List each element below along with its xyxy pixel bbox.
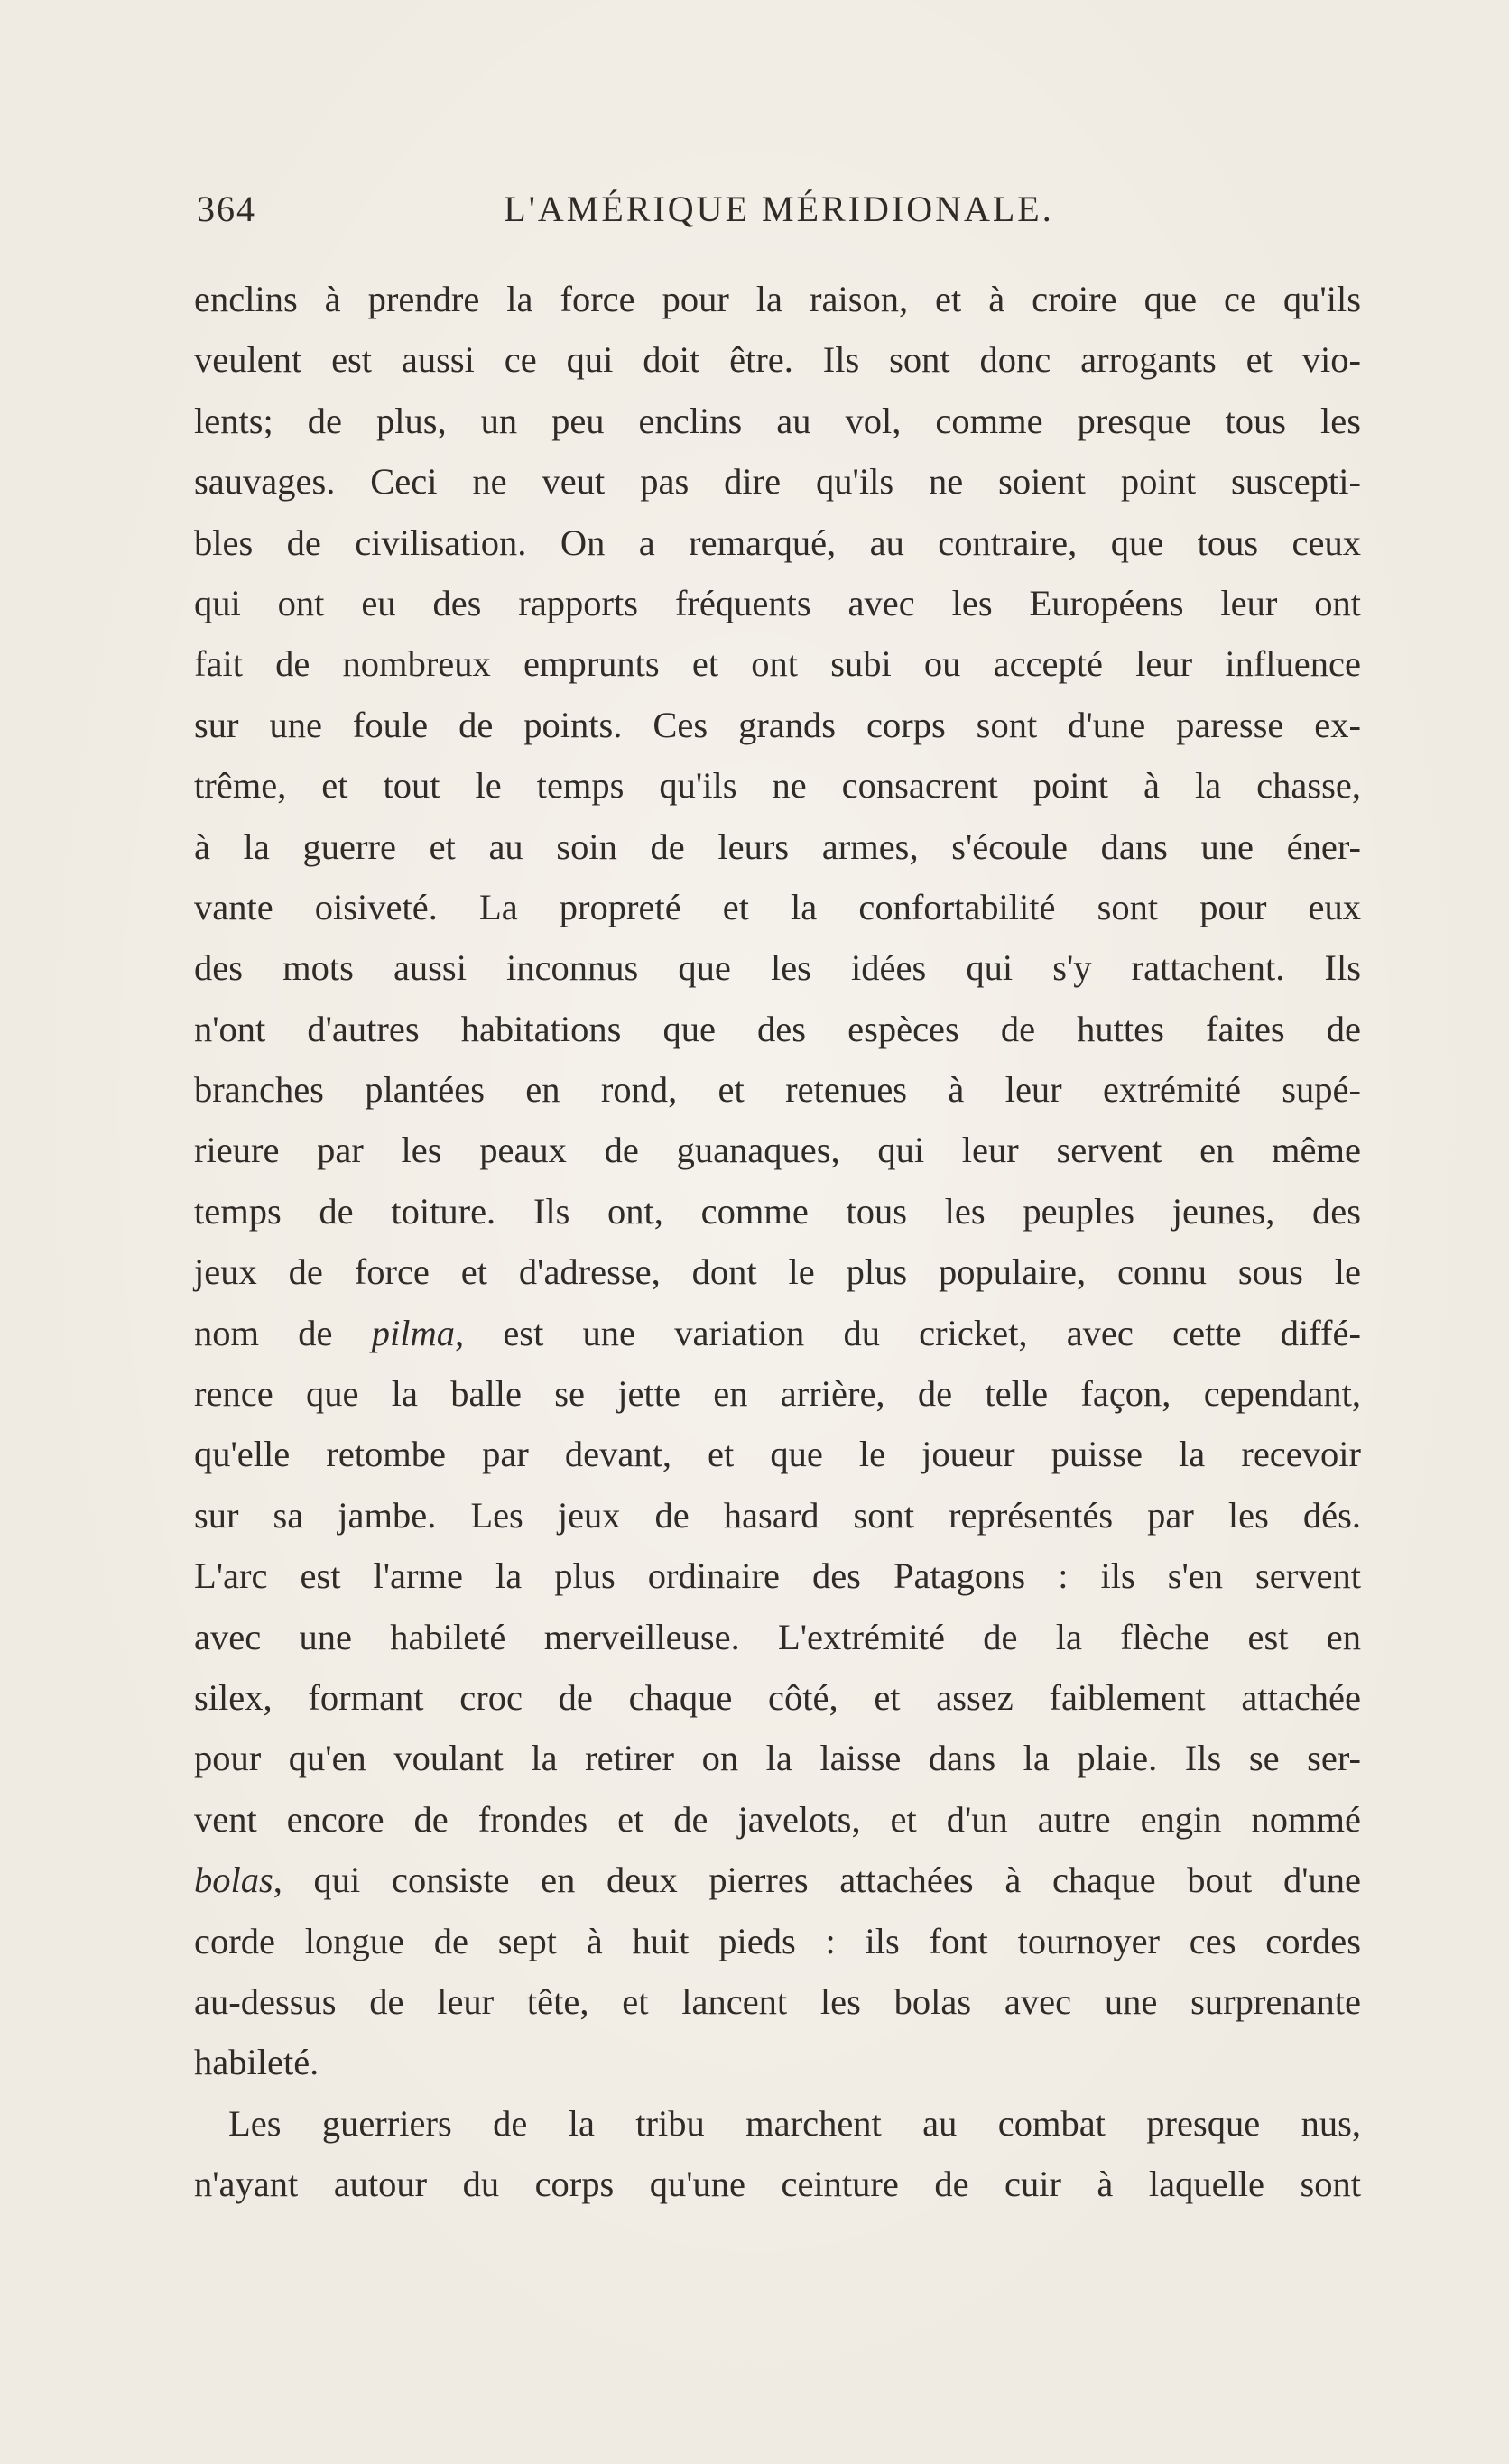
page-header xyxy=(197,188,1361,242)
text-line: avec une habileté merveilleuse. L'extrémité de la flèche est en xyxy=(194,1616,1361,1657)
text-line: corde longue de sept à huit pieds : ils font tournoyer ces cordes xyxy=(194,1920,1361,1961)
text-line: à la guerre et au soin de leurs armes, s'écoule dans une éner- xyxy=(194,826,1361,867)
text-line-pilma xyxy=(194,1303,1361,1363)
running-title: L'AMÉRIQUE MÉRIDIONALE. xyxy=(504,189,1054,229)
text-line: sur sa jambe. Les jeux de hasard sont représentés par les dés. xyxy=(194,1494,1361,1536)
text-line: Les guerriers de la tribu marchent au combat presque nus, xyxy=(228,2102,1361,2144)
text-line: fait de nombreux emprunts et ont subi ou accepté leur influence xyxy=(194,643,1361,685)
text-line: L'arc est l'arme la plus ordinaire des Patagons : ils s'en servent xyxy=(194,1555,1361,1597)
italic-term-bolas: bolas xyxy=(194,1860,273,1901)
text-line: trême, et tout le temps qu'ils ne consacrent point à la chasse, xyxy=(194,765,1361,807)
text-line: lents; de plus, un peu enclins au vol, comme presque tous les xyxy=(194,400,1361,441)
text-line: vent encore de frondes et de javelots, et d'un autre engin nommé xyxy=(194,1798,1361,1840)
text-line: enclins à prendre la force pour la raison, et à croire que ce qu'ils xyxy=(194,279,1361,319)
text-line: veulent est aussi ce qui doit être. Ils sont donc arrogants et vio- xyxy=(194,339,1361,381)
text-line: silex, formant croc de chaque côté, et assez faiblement attachée xyxy=(194,1676,1361,1718)
body-text xyxy=(194,269,1361,2215)
text-line: temps de toiture. Ils ont, comme tous les peuples jeunes, des xyxy=(194,1190,1361,1232)
text-line: bles de civilisation. On a remarqué, au contraire, que tous ceux xyxy=(194,521,1361,563)
text-line: pour qu'en voulant la retirer on la laisse dans la plaie. Ils se ser- xyxy=(194,1738,1361,1779)
text-line: au-dessus de leur tête, et lancent les bolas avec une surprenante xyxy=(194,1980,1361,2022)
text-line-bolas xyxy=(194,1850,1361,1910)
text-line: sur une foule de points. Ces grands corps sont d'une paresse ex- xyxy=(194,704,1361,745)
text-segment: , qui consiste en deux pierres attachées à chaque bout d'une xyxy=(273,1860,1361,1901)
text-line: vante oisiveté. La propreté et la confortabilité sont pour eux xyxy=(194,886,1361,927)
text-line: qu'elle retombe par devant, et que le joueur puisse la recevoir xyxy=(194,1434,1361,1475)
text-line: rence que la balle se jette en arrière, de telle façon, cependant, xyxy=(194,1373,1361,1415)
text-line: n'ont d'autres habitations que des espèces de huttes faites de xyxy=(194,1008,1361,1049)
text-segment: nom de xyxy=(194,1312,372,1353)
text-line: des mots aussi inconnus que les idées qui s'y rattachent. Ils xyxy=(194,947,1361,989)
text-line: sauvages. Ceci ne veut pas dire qu'ils ne soient point suscepti- xyxy=(194,461,1361,503)
italic-term-pilma: pilma xyxy=(371,1312,455,1353)
page-number: 364 xyxy=(197,189,256,229)
text-segment: , est une variation du cricket, avec cette diffé- xyxy=(454,1312,1361,1353)
text-line: jeux de force et d'adresse, dont le plus populaire, connu sous le xyxy=(194,1251,1361,1293)
text-line: n'ayant autour du corps qu'une ceinture de cuir à laquelle sont xyxy=(194,2164,1361,2205)
paragraph-end-line: habileté. xyxy=(194,2042,319,2083)
text-line: branches plantées en rond, et retenues à leur extrémité supé- xyxy=(194,1069,1361,1111)
text-line: qui ont eu des rapports fréquents avec les Européens leur ont xyxy=(194,582,1361,623)
text-line: rieure par les peaux de guanaques, qui leur servent en même xyxy=(194,1130,1361,1171)
